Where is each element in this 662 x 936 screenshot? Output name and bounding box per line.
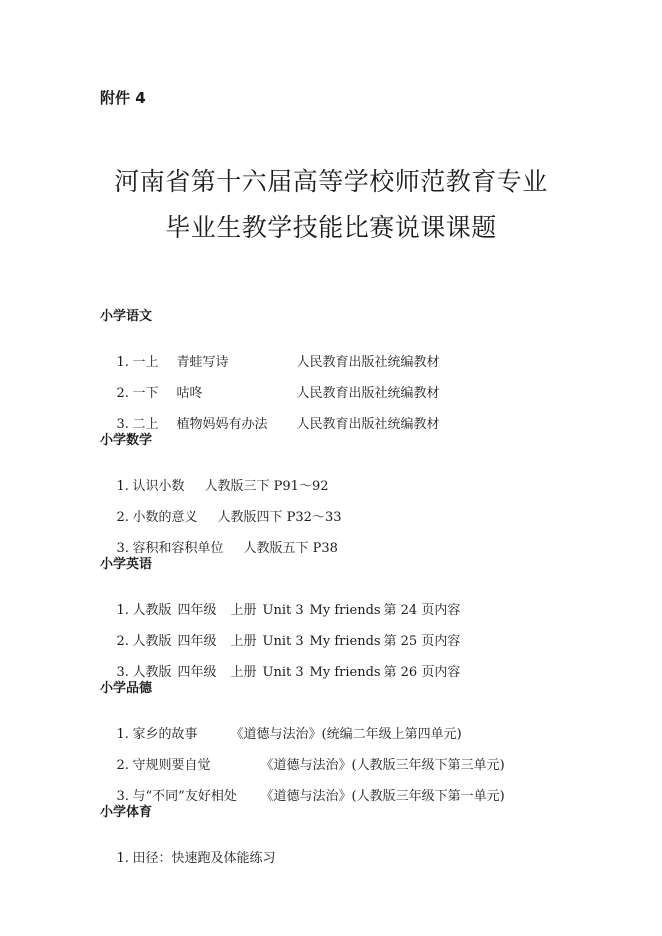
attachment-label: 附件 4 bbox=[100, 89, 146, 107]
section-heading-math: 小学数学 bbox=[100, 433, 153, 448]
section-heading-chinese: 小学语文 bbox=[100, 309, 153, 324]
list-item: 3. 二上 植物妈妈有办法 人民教育出版社统编教材 bbox=[116, 417, 440, 432]
list-item: 1. 一上 青蛙写诗 人民教育出版社统编教材 bbox=[116, 355, 440, 370]
section-heading-english: 小学英语 bbox=[100, 557, 153, 572]
section-heading-morality: 小学品德 bbox=[100, 681, 153, 696]
list-item: 2. 守规则要自觉 《道德与法治》(人教版三年级下第三单元) bbox=[116, 758, 505, 773]
list-item: 3. 容积和容积单位 人教版五下 P38 bbox=[116, 541, 338, 556]
list-item: 2. 人教版 四年级 上册 Unit 3 My friends 第 25 页内容 bbox=[116, 634, 461, 649]
section-heading-pe: 小学体育 bbox=[100, 805, 153, 820]
page-title-line2: 毕业生教学技能比赛说课课题 bbox=[165, 213, 497, 242]
list-item: 1. 认识小数 人教版三下 P91～92 bbox=[116, 479, 329, 494]
list-item: 2. 小数的意义 人教版四下 P32～33 bbox=[116, 510, 342, 525]
list-item: 1. 人教版 四年级 上册 Unit 3 My friends 第 24 页内容 bbox=[116, 603, 461, 618]
page-title-line1: 河南省第十六届高等学校师范教育专业 bbox=[114, 167, 548, 196]
list-item: 3. 人教版 四年级 上册 Unit 3 My friends 第 26 页内容 bbox=[116, 665, 461, 680]
list-item: 2. 一下 咕咚 人民教育出版社统编教材 bbox=[116, 386, 440, 401]
list-item: 1. 家乡的故事 《道德与法治》(统编二年级上第四单元) bbox=[116, 727, 462, 742]
list-item: 1. 田径：快速跑及体能练习 bbox=[116, 851, 276, 866]
list-item: 3. 与“不同”友好相处 《道德与法治》(人教版三年级下第一单元) bbox=[116, 789, 505, 804]
